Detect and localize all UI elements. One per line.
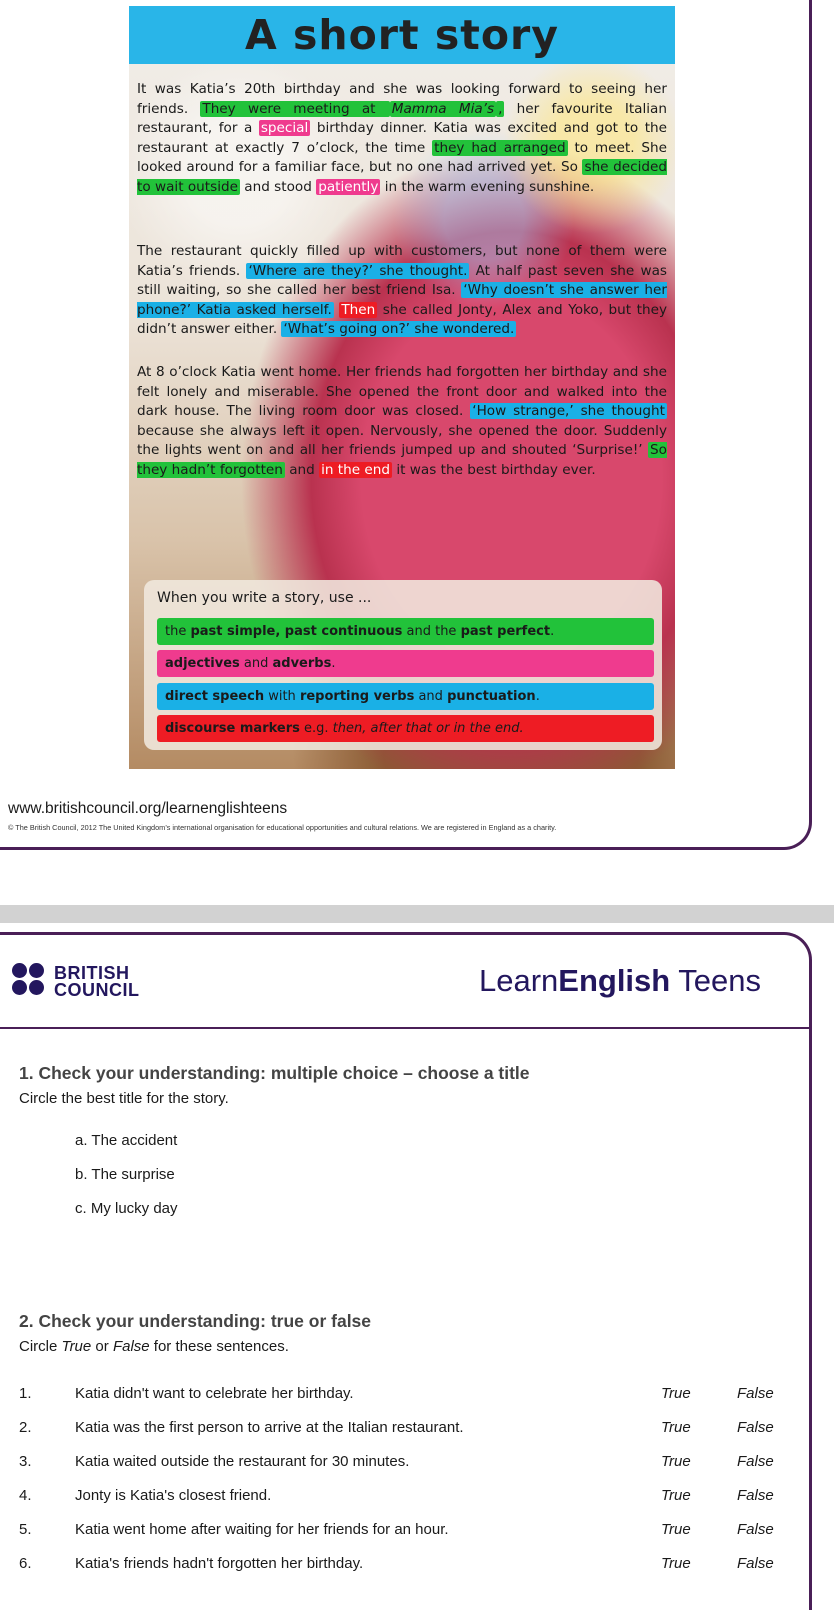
tf-true-option[interactable]: True	[661, 1385, 691, 1402]
tip-text: then, after that or in the end.	[332, 721, 524, 736]
highlight-pink: special	[260, 120, 309, 137]
tf-row	[0, 1487, 809, 1509]
tf-true-option[interactable]: True	[661, 1521, 691, 1538]
q2-instr-post: for these sentences.	[149, 1338, 289, 1355]
highlight-green: They were meeting at	[202, 100, 388, 117]
story-text: The restaurant quickly filled up with customers, but none of them were Katia’s friends.	[137, 243, 667, 279]
tf-statement: Katia's friends hadn't forgotten her birthday.	[75, 1555, 364, 1572]
tip-text: direct speech	[165, 689, 265, 704]
story-text: It was Katia’s 20th birthday and she was looking forward to seeing her friends.	[137, 81, 667, 117]
tip-discourse-markers	[157, 715, 654, 742]
story-text: she called Jonty, Alex and Yoko, but they didn’t answer either.	[137, 301, 667, 338]
q2-instr-mid: or	[91, 1338, 113, 1355]
tf-number: 6.	[19, 1555, 32, 1572]
story-text: and stood	[239, 178, 317, 195]
le-teens: Teens	[670, 963, 761, 998]
q1-option-c[interactable]: c. My lucky day	[75, 1200, 178, 1217]
tip-text: with	[264, 689, 300, 704]
tf-statement: Katia went home after waiting for her friends for an hour.	[75, 1521, 449, 1538]
tf-true-option[interactable]: True	[661, 1487, 691, 1504]
q1-instruction: Circle the best title for the story.	[19, 1090, 229, 1107]
tip-text: past perfect	[460, 624, 551, 639]
highlight-green: they had arranged	[434, 139, 566, 156]
story-text: her favourite Italian restaurant, for a	[137, 100, 667, 137]
story-text: birthday dinner. Katia was excited and got to the restaurant at exactly 7 o’clock, the time	[137, 120, 668, 156]
highlight-green: she decided to wait outside	[137, 159, 667, 195]
highlight-pink: patiently	[318, 178, 379, 195]
le-english: English	[558, 963, 671, 998]
tf-row	[0, 1453, 809, 1475]
tf-statement: Katia didn't want to celebrate her birthday.	[75, 1385, 354, 1402]
tf-false-option[interactable]: False	[737, 1385, 774, 1402]
q1-option-b[interactable]: b. The surprise	[75, 1166, 175, 1183]
story-title-bar	[129, 6, 675, 64]
story-title: A short story	[245, 11, 559, 59]
tips-intro: When you write a story, use ...	[157, 590, 372, 606]
tip-text: e.g.	[299, 721, 333, 736]
tf-number: 3.	[19, 1453, 32, 1470]
logo-dot-icon	[29, 963, 44, 978]
story-text: and	[284, 461, 320, 478]
tf-true-option[interactable]: True	[661, 1419, 691, 1436]
tf-row	[0, 1521, 809, 1543]
story-text: because she always left it open. Nervously, she opened the door. Suddenly the lights went on and all her friends jumped up and shouted ‘Surprise!’	[137, 422, 667, 459]
tf-row	[0, 1555, 809, 1577]
tip-text: and	[414, 689, 448, 704]
tf-false-option[interactable]: False	[737, 1453, 774, 1470]
highlight-red: in the end	[321, 461, 391, 478]
q2-instr-true: True	[61, 1338, 92, 1355]
tip-text: .	[550, 624, 555, 639]
bc-line-1: BRITISH	[54, 963, 130, 983]
tip-text: .	[535, 689, 540, 704]
q1-option-a[interactable]: a. The accident	[75, 1132, 178, 1149]
tip-text: past simple, past continuous	[190, 624, 403, 639]
tip-text: adverbs	[272, 656, 332, 671]
logo-dot-icon	[29, 980, 44, 995]
story-text: to meet. She looked around for a familiar face, but no one had arrived yet. So	[137, 139, 668, 176]
footer-copyright: © The British Council, 2012 The United Kingdom’s international organisation for educational opportunities and cultural relations. We are registered in England as a charity.	[8, 823, 557, 832]
highlight-green: ,	[498, 100, 503, 117]
q2-heading: 2. Check your understanding: true or false	[19, 1311, 372, 1331]
story-paragraph-1	[137, 80, 667, 198]
tf-row	[0, 1419, 809, 1441]
tip-text: and	[239, 656, 273, 671]
bc-line-2: COUNCIL	[54, 980, 140, 1000]
logo-dot-icon	[12, 980, 27, 995]
tip-text: adjectives	[165, 656, 240, 671]
highlight-green: Mamma Mia’s	[391, 100, 495, 117]
tf-number: 1.	[19, 1385, 32, 1402]
q1-heading: 1. Check your understanding: multiple choice – choose a title	[19, 1063, 530, 1083]
story-panel	[129, 6, 675, 769]
tf-statement: Katia was the first person to arrive at the Italian restaurant.	[75, 1419, 464, 1436]
tip-text: punctuation	[447, 689, 536, 704]
british-council-logo	[12, 960, 162, 1010]
q2-instr-false: False	[112, 1338, 150, 1355]
q2-instr-pre: Circle	[19, 1338, 62, 1355]
story-paragraph-3	[137, 363, 667, 481]
highlight-blue: ‘How strange,’ she thought	[472, 403, 665, 420]
tf-true-option[interactable]: True	[661, 1555, 691, 1572]
tf-row	[0, 1385, 809, 1407]
footer-url[interactable]: www.britishcouncil.org/learnenglishteens	[8, 800, 288, 817]
tf-statement: Jonty is Katia's closest friend.	[75, 1487, 272, 1504]
tip-text: and the	[402, 624, 461, 639]
learnenglish-teens-logo	[479, 963, 761, 999]
highlight-green: So they hadn’t forgotten	[137, 442, 667, 478]
header-divider	[0, 1027, 809, 1029]
story-text: it was the best birthday ever.	[392, 461, 596, 478]
tf-number: 2.	[19, 1419, 32, 1436]
tip-direct-speech	[157, 683, 654, 710]
british-council-wordmark	[54, 965, 140, 999]
highlight-red: Then	[341, 301, 376, 318]
tf-false-option[interactable]: False	[737, 1521, 774, 1538]
tip-tenses	[157, 618, 654, 645]
tip-text: reporting verbs	[299, 689, 415, 704]
logo-dot-icon	[12, 963, 27, 978]
story-text: At 8 o’clock Katia went home. Her friends had forgotten her birthday and she felt lonely and miserable. She opened the front door and walked into the dark house. The living room door was closed.	[137, 364, 667, 420]
highlight-blue: ‘Why doesn’t she answer her phone?’ Katia asked herself.	[137, 282, 667, 318]
highlight-blue: ‘Where are they?’ she thought.	[248, 262, 468, 279]
tip-text: the	[165, 624, 191, 639]
tip-text: .	[331, 656, 336, 671]
story-text: in the warm evening sunshine.	[380, 178, 595, 195]
le-learn: Learn	[478, 963, 559, 998]
story-paragraph-2	[137, 242, 667, 340]
story-text: At half past seven she was still waiting, so she called her best friend Isa.	[137, 262, 667, 299]
tf-number: 5.	[19, 1521, 32, 1538]
worksheet-page	[0, 932, 812, 1610]
q2-instruction	[19, 1338, 289, 1355]
tf-true-option[interactable]: True	[661, 1453, 691, 1470]
tf-statement: Katia waited outside the restaurant for 30 minutes.	[75, 1453, 410, 1470]
highlight-blue: ‘What’s going on?’ she wondered.	[283, 321, 515, 338]
writing-tips-box	[144, 580, 662, 750]
tip-adjectives-adverbs	[157, 650, 654, 677]
tf-false-option[interactable]: False	[737, 1487, 774, 1504]
page-separator	[0, 905, 834, 923]
tf-false-option[interactable]: False	[737, 1419, 774, 1436]
tip-text: discourse markers	[165, 721, 300, 736]
tf-false-option[interactable]: False	[737, 1555, 774, 1572]
tf-number: 4.	[19, 1487, 32, 1504]
